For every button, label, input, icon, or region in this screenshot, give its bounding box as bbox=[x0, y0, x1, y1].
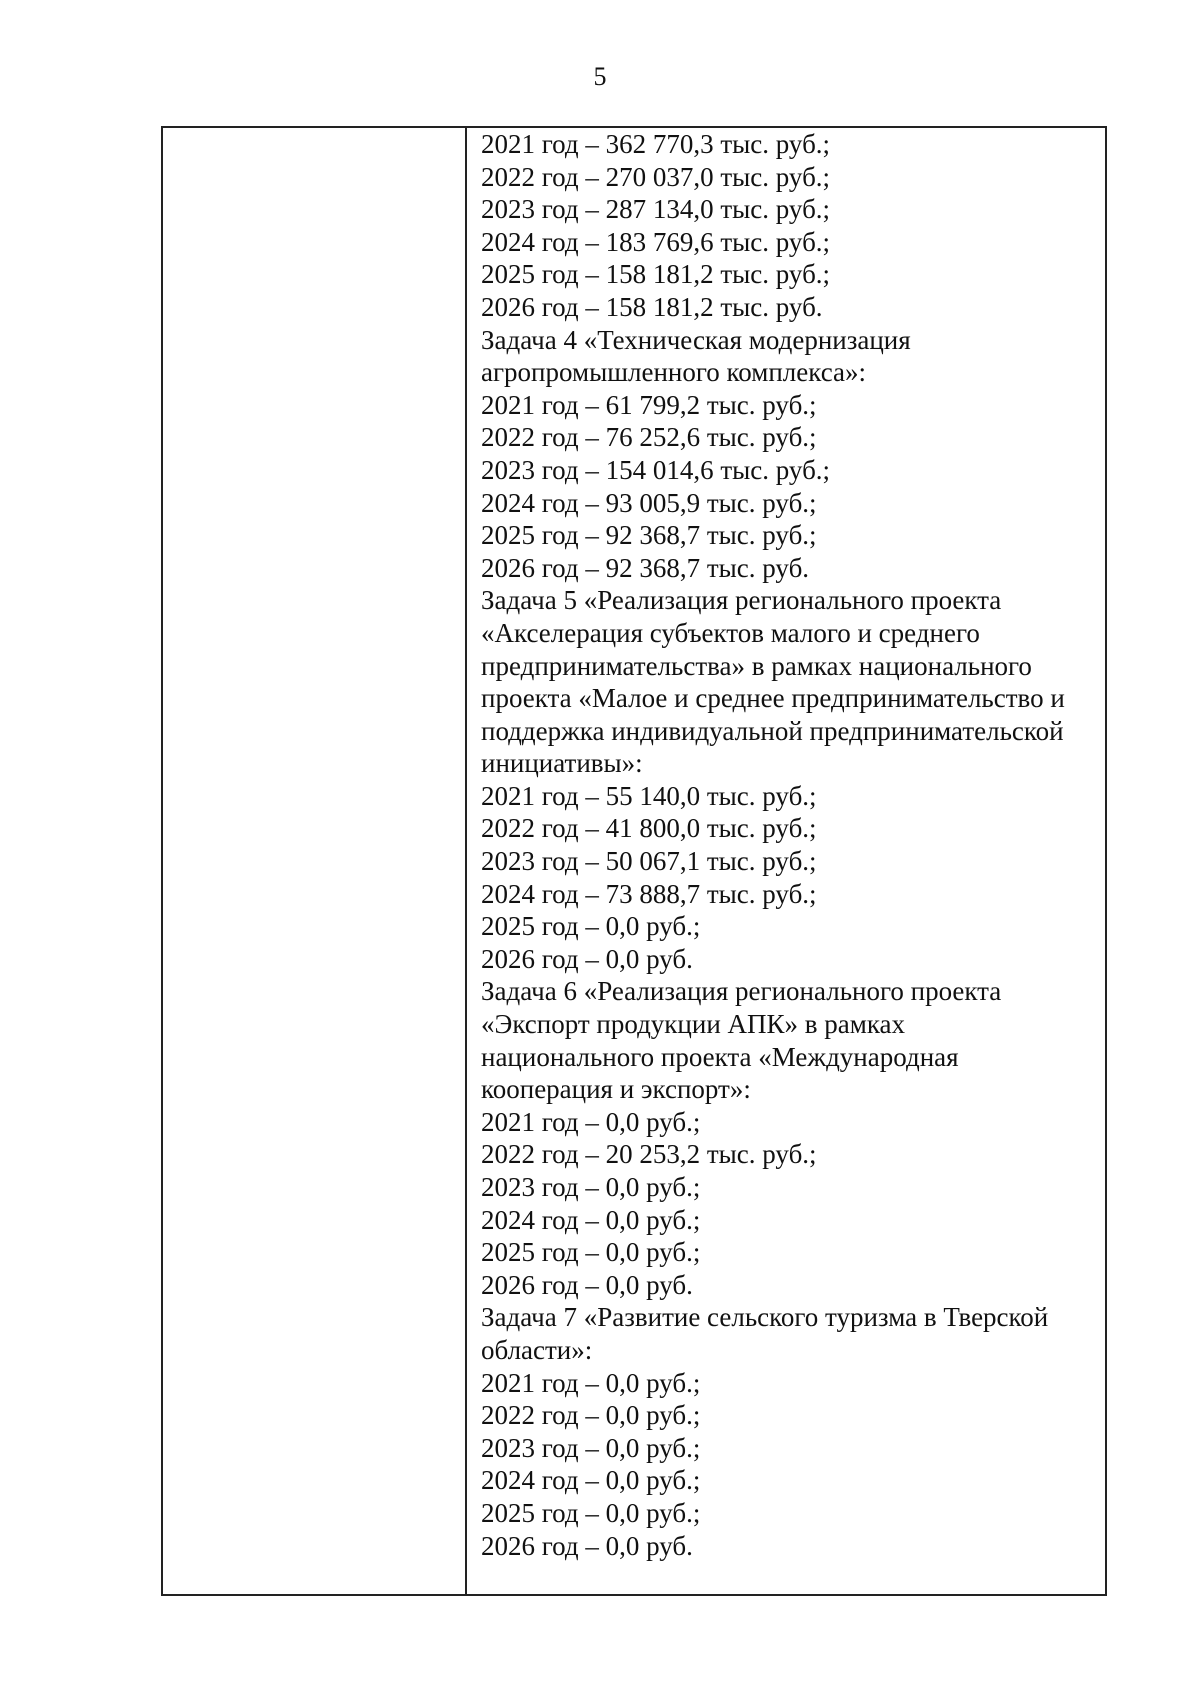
text-line: 2025 год – 0,0 руб.; bbox=[481, 1237, 701, 1268]
text-line: 2023 год – 154 014,6 тыс. руб.; bbox=[481, 454, 831, 485]
task-heading: «Акселерация субъектов малого и среднего bbox=[481, 617, 980, 648]
document-table bbox=[161, 126, 1107, 1596]
task-heading: «Экспорт продукции АПК» в рамках bbox=[481, 1009, 906, 1040]
text-line: 2023 год – 287 134,0 тыс. руб.; bbox=[481, 194, 831, 225]
text-line: 2022 год – 0,0 руб.; bbox=[481, 1400, 701, 1431]
table-right-cell bbox=[469, 128, 1105, 1594]
text-line: 2021 год – 61 799,2 тыс. руб.; bbox=[481, 389, 817, 420]
task-heading: кооперация и экспорт»: bbox=[481, 1074, 751, 1105]
text-line: 2021 год – 0,0 руб.; bbox=[481, 1106, 701, 1137]
task-heading: области»: bbox=[481, 1334, 593, 1365]
text-line: 2022 год – 41 800,0 тыс. руб.; bbox=[481, 813, 817, 844]
text-line: 2023 год – 50 067,1 тыс. руб.; bbox=[481, 846, 817, 877]
text-line: 2025 год – 92 368,7 тыс. руб.; bbox=[481, 520, 817, 551]
text-line: 2025 год – 0,0 руб.; bbox=[481, 1497, 701, 1528]
text-line: 2024 год – 93 005,9 тыс. руб.; bbox=[481, 487, 817, 518]
task-heading: предпринимательства» в рамках национального bbox=[481, 650, 1032, 681]
text-line: 2021 год – 362 770,3 тыс. руб.; bbox=[481, 129, 831, 159]
task-heading: Задача 6 «Реализация регионального проекта bbox=[481, 976, 1002, 1007]
task-heading: проекта «Малое и среднее предпринимательство и bbox=[481, 683, 1065, 714]
page-number: 5 bbox=[593, 62, 607, 91]
task-heading: национального проекта «Международная bbox=[481, 1041, 959, 1072]
text-line: 2026 год – 0,0 руб. bbox=[481, 943, 693, 974]
funding-lines bbox=[481, 128, 1105, 1562]
text-line: 2024 год – 0,0 руб.; bbox=[481, 1465, 701, 1496]
text-line: 2026 год – 158 181,2 тыс. руб. bbox=[481, 291, 823, 322]
text-line: 2023 год – 0,0 руб.; bbox=[481, 1172, 701, 1202]
text-line: 2024 год – 0,0 руб.; bbox=[481, 1204, 701, 1235]
text-line: 2022 год – 20 253,2 тыс. руб.; bbox=[481, 1139, 817, 1170]
task-heading: Задача 4 «Техническая модернизация bbox=[481, 324, 911, 355]
text-line: 2026 год – 0,0 руб. bbox=[481, 1269, 693, 1300]
text-line: 2024 год – 73 888,7 тыс. руб.; bbox=[481, 878, 817, 909]
text-line: 2021 год – 55 140,0 тыс. руб.; bbox=[481, 780, 817, 811]
task-heading: инициативы»: bbox=[481, 748, 643, 779]
text-line: 2022 год – 76 252,6 тыс. руб.; bbox=[481, 422, 817, 453]
task-heading: Задача 5 «Реализация регионального проекта bbox=[481, 585, 1002, 616]
text-line: 2025 год – 0,0 руб.; bbox=[481, 911, 701, 942]
text-line: 2023 год – 0,0 руб.; bbox=[481, 1432, 701, 1463]
text-line: 2021 год – 0,0 руб.; bbox=[481, 1367, 701, 1398]
task-heading: поддержка индивидуальной предпринимательской bbox=[481, 715, 1064, 746]
text-line: 2026 год – 92 368,7 тыс. руб. bbox=[481, 552, 810, 583]
text-line: 2025 год – 158 181,2 тыс. руб.; bbox=[481, 259, 831, 290]
text-line: 2022 год – 270 037,0 тыс. руб.; bbox=[481, 161, 831, 192]
text-line: 2026 год – 0,0 руб. bbox=[481, 1530, 693, 1561]
table-left-cell bbox=[163, 128, 467, 1594]
text-line: 2024 год – 183 769,6 тыс. руб.; bbox=[481, 226, 831, 257]
task-heading: Задача 7 «Развитие сельского туризма в Тверской bbox=[481, 1302, 1049, 1333]
task-heading: агропромышленного комплекса»: bbox=[481, 357, 866, 388]
